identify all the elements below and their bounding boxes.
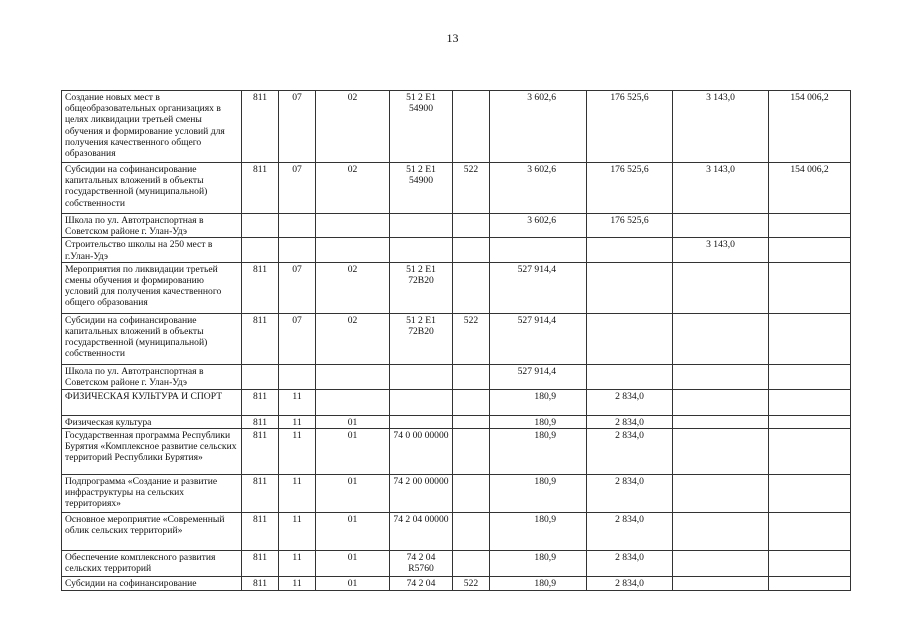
row-expense-type-cell bbox=[453, 364, 490, 389]
row-name-cell: Подпрограмма «Создание и развитие инфраструктуры на сельских территориях» bbox=[62, 475, 242, 513]
row-name-cell: Основное мероприятие «Современный облик сельских территорий» bbox=[62, 513, 242, 551]
row-value-4-cell bbox=[769, 415, 851, 428]
row-value-1-cell: 527 914,4 bbox=[490, 313, 587, 364]
row-name-cell: Создание новых мест в общеобразовательных организациях в целях ликвидации третьей смены обучения и формирование условий для получения качественного общего образования bbox=[62, 91, 242, 163]
row-subsection-cell: 01 bbox=[316, 513, 390, 551]
row-expense-type-cell bbox=[453, 551, 490, 577]
row-value-2-cell: 2 834,0 bbox=[587, 429, 673, 475]
table-row bbox=[62, 313, 851, 364]
table-row bbox=[62, 163, 851, 214]
table-row bbox=[62, 513, 851, 551]
table-row bbox=[62, 262, 851, 313]
row-section-cell: 11 bbox=[279, 415, 316, 428]
row-subsection-cell bbox=[316, 364, 390, 389]
row-name-cell: Обеспечение комплексного развития сельских территорий bbox=[62, 551, 242, 577]
row-expense-type-cell bbox=[453, 429, 490, 475]
row-target-article-cell bbox=[390, 415, 453, 428]
table-row bbox=[62, 551, 851, 577]
row-expense-type-cell bbox=[453, 262, 490, 313]
row-value-4-cell bbox=[769, 313, 851, 364]
row-section-cell: 11 bbox=[279, 475, 316, 513]
row-name-cell: Субсидии на софинансирование капитальных вложений в объекты государственной (муниципальной) собственности bbox=[62, 163, 242, 214]
row-value-2-cell: 2 834,0 bbox=[587, 551, 673, 577]
row-value-2-cell: 2 834,0 bbox=[587, 513, 673, 551]
row-section-cell bbox=[279, 214, 316, 238]
row-value-1-cell: 3 602,6 bbox=[490, 91, 587, 163]
table-row bbox=[62, 389, 851, 415]
row-target-article-cell: 74 0 00 00000 bbox=[390, 429, 453, 475]
row-value-4-cell bbox=[769, 551, 851, 577]
row-target-article-cell: 74 2 04 R5760 bbox=[390, 551, 453, 577]
row-subsection-cell: 01 bbox=[316, 475, 390, 513]
row-value-1-cell bbox=[490, 238, 587, 262]
row-value-2-cell bbox=[587, 238, 673, 262]
row-value-3-cell bbox=[673, 313, 769, 364]
row-value-4-cell bbox=[769, 513, 851, 551]
row-subsection-cell: 02 bbox=[316, 91, 390, 163]
row-section-cell: 07 bbox=[279, 163, 316, 214]
table-row bbox=[62, 577, 851, 591]
table-row bbox=[62, 475, 851, 513]
row-value-1-cell: 180,9 bbox=[490, 577, 587, 591]
row-subsection-cell: 01 bbox=[316, 429, 390, 475]
row-grbs-cell: 811 bbox=[242, 91, 279, 163]
row-name-cell: Мероприятия по ликвидации третьей смены обучения и формированию условий для получения качественного общего образования bbox=[62, 262, 242, 313]
row-value-3-cell bbox=[673, 551, 769, 577]
table-row bbox=[62, 415, 851, 428]
row-value-2-cell: 2 834,0 bbox=[587, 577, 673, 591]
row-subsection-cell: 01 bbox=[316, 577, 390, 591]
row-grbs-cell: 811 bbox=[242, 415, 279, 428]
table-row bbox=[62, 364, 851, 389]
row-value-2-cell bbox=[587, 262, 673, 313]
row-value-2-cell: 2 834,0 bbox=[587, 389, 673, 415]
row-expense-type-cell bbox=[453, 214, 490, 238]
row-value-3-cell bbox=[673, 577, 769, 591]
row-grbs-cell: 811 bbox=[242, 313, 279, 364]
row-value-2-cell bbox=[587, 313, 673, 364]
row-value-1-cell: 3 602,6 bbox=[490, 163, 587, 214]
row-value-2-cell: 176 525,6 bbox=[587, 214, 673, 238]
row-expense-type-cell bbox=[453, 513, 490, 551]
row-value-1-cell: 180,9 bbox=[490, 513, 587, 551]
row-value-4-cell bbox=[769, 429, 851, 475]
row-grbs-cell bbox=[242, 364, 279, 389]
row-name-cell: Физическая культура bbox=[62, 415, 242, 428]
row-name-cell: ФИЗИЧЕСКАЯ КУЛЬТУРА И СПОРТ bbox=[62, 389, 242, 415]
row-grbs-cell bbox=[242, 238, 279, 262]
row-value-1-cell: 180,9 bbox=[490, 429, 587, 475]
row-value-3-cell: 3 143,0 bbox=[673, 238, 769, 262]
row-section-cell bbox=[279, 238, 316, 262]
row-target-article-cell: 74 2 04 00000 bbox=[390, 513, 453, 551]
row-subsection-cell: 02 bbox=[316, 313, 390, 364]
row-subsection-cell bbox=[316, 238, 390, 262]
table-row bbox=[62, 214, 851, 238]
row-value-4-cell bbox=[769, 238, 851, 262]
row-value-4-cell bbox=[769, 262, 851, 313]
table-row bbox=[62, 238, 851, 262]
row-grbs-cell: 811 bbox=[242, 389, 279, 415]
row-value-2-cell: 176 525,6 bbox=[587, 91, 673, 163]
row-value-2-cell bbox=[587, 364, 673, 389]
row-section-cell: 11 bbox=[279, 513, 316, 551]
row-value-3-cell bbox=[673, 262, 769, 313]
row-value-1-cell: 180,9 bbox=[490, 415, 587, 428]
row-value-3-cell bbox=[673, 475, 769, 513]
row-value-1-cell: 527 914,4 bbox=[490, 262, 587, 313]
row-value-4-cell bbox=[769, 389, 851, 415]
budget-table bbox=[61, 90, 851, 591]
row-value-2-cell: 176 525,6 bbox=[587, 163, 673, 214]
row-grbs-cell: 811 bbox=[242, 551, 279, 577]
row-value-2-cell: 2 834,0 bbox=[587, 415, 673, 428]
row-expense-type-cell bbox=[453, 415, 490, 428]
row-grbs-cell: 811 bbox=[242, 262, 279, 313]
row-value-2-cell: 2 834,0 bbox=[587, 475, 673, 513]
row-expense-type-cell: 522 bbox=[453, 313, 490, 364]
row-value-1-cell: 180,9 bbox=[490, 475, 587, 513]
row-value-3-cell bbox=[673, 364, 769, 389]
row-name-cell: Школа по ул. Автотранспортная в Советском районе г. Улан-Удэ bbox=[62, 214, 242, 238]
budget-table-body bbox=[62, 91, 851, 591]
row-value-3-cell bbox=[673, 389, 769, 415]
row-section-cell: 07 bbox=[279, 262, 316, 313]
row-target-article-cell bbox=[390, 238, 453, 262]
table-row bbox=[62, 429, 851, 475]
row-expense-type-cell bbox=[453, 475, 490, 513]
row-target-article-cell bbox=[390, 364, 453, 389]
row-expense-type-cell bbox=[453, 238, 490, 262]
row-value-3-cell bbox=[673, 415, 769, 428]
row-target-article-cell bbox=[390, 389, 453, 415]
row-grbs-cell: 811 bbox=[242, 513, 279, 551]
row-value-1-cell: 180,9 bbox=[490, 389, 587, 415]
row-value-4-cell bbox=[769, 214, 851, 238]
row-subsection-cell: 02 bbox=[316, 262, 390, 313]
row-value-1-cell: 180,9 bbox=[490, 551, 587, 577]
row-expense-type-cell bbox=[453, 91, 490, 163]
row-section-cell: 11 bbox=[279, 429, 316, 475]
row-grbs-cell: 811 bbox=[242, 577, 279, 591]
row-section-cell bbox=[279, 364, 316, 389]
row-section-cell: 07 bbox=[279, 313, 316, 364]
row-name-cell: Государственная программа Республики Бурятия «Комплексное развитие сельских территорий Республики Бурятия» bbox=[62, 429, 242, 475]
row-grbs-cell: 811 bbox=[242, 429, 279, 475]
row-subsection-cell bbox=[316, 214, 390, 238]
row-expense-type-cell: 522 bbox=[453, 163, 490, 214]
row-grbs-cell: 811 bbox=[242, 475, 279, 513]
row-value-1-cell: 527 914,4 bbox=[490, 364, 587, 389]
row-value-4-cell: 154 006,2 bbox=[769, 91, 851, 163]
row-section-cell: 11 bbox=[279, 389, 316, 415]
row-section-cell: 11 bbox=[279, 577, 316, 591]
row-value-4-cell bbox=[769, 577, 851, 591]
row-value-4-cell bbox=[769, 364, 851, 389]
row-target-article-cell: 74 2 00 00000 bbox=[390, 475, 453, 513]
row-value-3-cell bbox=[673, 429, 769, 475]
row-expense-type-cell bbox=[453, 389, 490, 415]
row-target-article-cell: 51 2 E1 72B20 bbox=[390, 262, 453, 313]
row-grbs-cell: 811 bbox=[242, 163, 279, 214]
row-subsection-cell: 01 bbox=[316, 551, 390, 577]
row-name-cell: Строительство школы на 250 мест в г.Улан-Удэ bbox=[62, 238, 242, 262]
row-target-article-cell: 51 2 E1 54900 bbox=[390, 163, 453, 214]
row-value-1-cell: 3 602,6 bbox=[490, 214, 587, 238]
row-value-3-cell: 3 143,0 bbox=[673, 163, 769, 214]
row-subsection-cell: 02 bbox=[316, 163, 390, 214]
page-number: 13 bbox=[446, 31, 459, 45]
row-name-cell: Субсидии на софинансирование капитальных вложений в объекты государственной (муниципальной) собственности bbox=[62, 313, 242, 364]
row-section-cell: 11 bbox=[279, 551, 316, 577]
row-section-cell: 07 bbox=[279, 91, 316, 163]
row-name-cell: Школа по ул. Автотранспортная в Советском районе г. Улан-Удэ bbox=[62, 364, 242, 389]
row-value-3-cell: 3 143,0 bbox=[673, 91, 769, 163]
row-value-3-cell bbox=[673, 513, 769, 551]
row-expense-type-cell: 522 bbox=[453, 577, 490, 591]
row-target-article-cell: 51 2 E1 54900 bbox=[390, 91, 453, 163]
row-value-3-cell bbox=[673, 214, 769, 238]
row-target-article-cell: 74 2 04 bbox=[390, 577, 453, 591]
row-grbs-cell bbox=[242, 214, 279, 238]
row-subsection-cell bbox=[316, 389, 390, 415]
table-row bbox=[62, 91, 851, 163]
row-value-4-cell: 154 006,2 bbox=[769, 163, 851, 214]
row-target-article-cell: 51 2 E1 72B20 bbox=[390, 313, 453, 364]
row-name-cell: Субсидии на софинансирование bbox=[62, 577, 242, 591]
row-target-article-cell bbox=[390, 214, 453, 238]
row-value-4-cell bbox=[769, 475, 851, 513]
row-subsection-cell: 01 bbox=[316, 415, 390, 428]
